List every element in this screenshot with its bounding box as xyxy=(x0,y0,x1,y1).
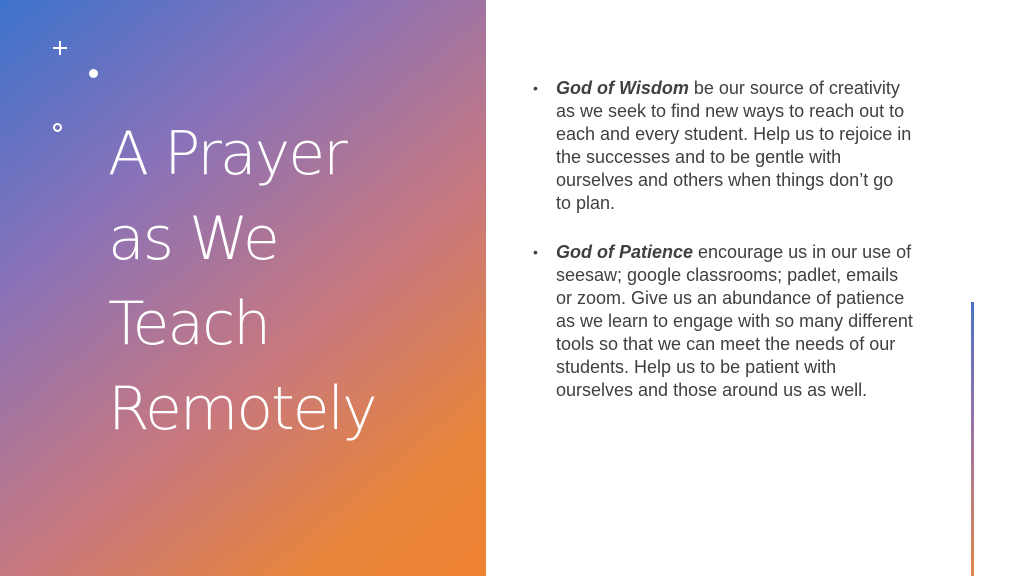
bullet-text-wisdom: be our source of creativity as we seek to find new ways to reach out to each and every student. Help us to rejoice in the successes and to be gentle with ourselves and others when things don’t go to plan. xyxy=(556,78,912,213)
bullet-patience xyxy=(533,241,913,402)
bullet-text-patience: encourage us in our use of seesaw; google classrooms; padlet, emails or zoom. Give us an abundance of patience as we learn to engage with so many different tools so that we can meet the needs of our students. Help us to be patient with ourselves and those around us as well. xyxy=(556,242,913,400)
title-line-4: Remotely xyxy=(108,374,376,444)
bullet-wisdom xyxy=(533,77,913,215)
bullet-marker: • xyxy=(533,80,538,96)
bullet-list xyxy=(533,77,913,428)
title-line-2: as We xyxy=(108,204,278,274)
title-panel xyxy=(0,0,486,576)
accent-bar xyxy=(971,302,974,576)
slide-title xyxy=(108,112,468,452)
bullet-heading-wisdom: God of Wisdom xyxy=(556,78,689,98)
plus-icon xyxy=(52,40,68,56)
bullet-marker: • xyxy=(533,244,538,260)
bullet-heading-patience: God of Patience xyxy=(556,242,694,262)
title-line-3: Teach xyxy=(108,289,270,359)
ring-icon xyxy=(53,123,62,132)
dot-icon xyxy=(89,69,98,78)
title-line-1: A Prayer xyxy=(108,119,346,189)
